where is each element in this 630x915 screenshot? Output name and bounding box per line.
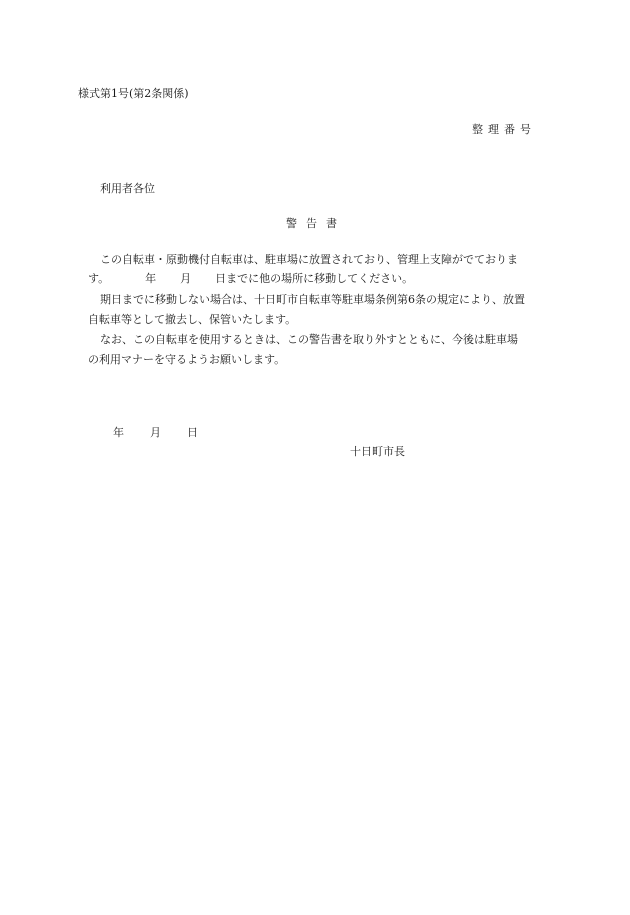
body-line [88, 270, 413, 286]
body-line: 期日までに移動しない場合は、十日町市自転車等駐車場条例第6条の規定により、放置 [100, 293, 525, 306]
deadline-year-label: 年 [145, 272, 157, 285]
reference-number-label: 整理番号 [472, 123, 536, 136]
body-line: なお、この自転車を使用するときは、この警告書を取り外すとともに、今後は駐車場 [100, 333, 518, 346]
issuer-name: 十日町市長 [350, 445, 405, 458]
deadline-month-label: 月 [180, 272, 192, 285]
addressee: 利用者各位 [100, 182, 155, 195]
date-day-label: 日 [187, 426, 198, 439]
body-line: この自転車・原動機付自転車は、駐車場に放置されており、管理上支障がでておりま [100, 253, 518, 266]
issue-date [113, 424, 198, 440]
date-year-label: 年 [113, 426, 124, 439]
body-line: の利用マナーを守るようお願いします。 [88, 353, 286, 366]
body-text: す。 [88, 272, 110, 285]
body-text: 日までに他の場所に移動してください。 [215, 272, 414, 285]
date-month-label: 月 [150, 426, 161, 439]
body-line: 自転車等として撤去し、保管いたします。 [88, 313, 297, 326]
document-title: 警告書 [286, 217, 346, 230]
form-number: 様式第1号(第2条関係) [78, 87, 189, 100]
